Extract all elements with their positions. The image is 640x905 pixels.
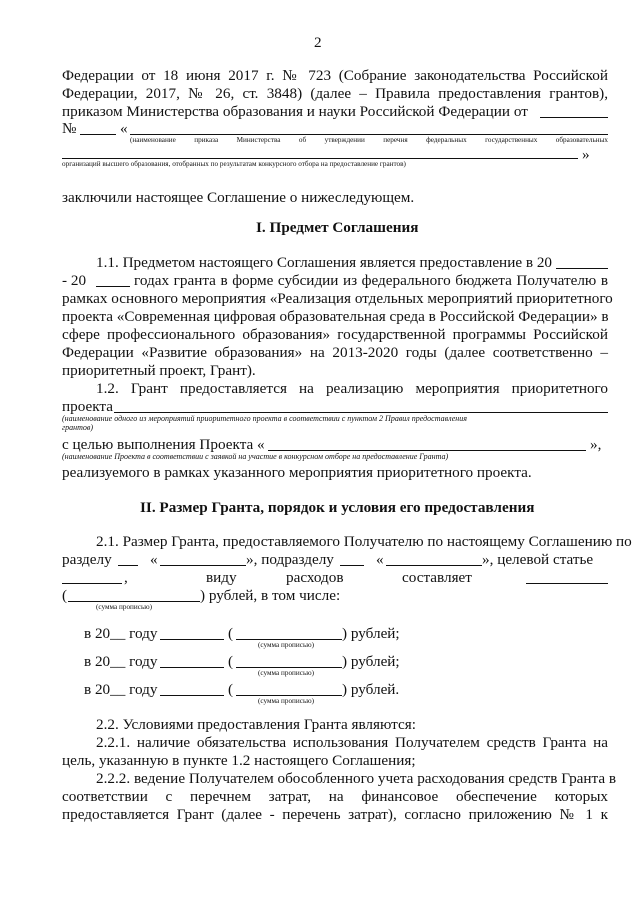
razdel-name-blank (160, 565, 246, 566)
total-amount-blank (526, 583, 608, 584)
total-open-paren: ( (62, 587, 68, 604)
order-name-blank (130, 134, 608, 135)
project-name-blank (268, 450, 586, 451)
p22-line: 2.2. Условиями предоставления Гранта являются: (96, 716, 416, 733)
year-sum-note: (сумма прописью) (258, 641, 314, 649)
p11-year-end-blank (96, 286, 130, 287)
stat-comma: , (124, 569, 128, 586)
year-open-paren: ( (228, 681, 234, 698)
p222-line-1: 2.2.2. ведение Получателем обособленного учета расходования средств Гранта в (96, 770, 617, 787)
p11-line-4: проекта «Современная цифровая образовательная среда в Российской Федерации» в (62, 308, 609, 325)
p21-rubl: ) рублей, в том числе: (200, 587, 341, 604)
p12-line-3b: », (590, 436, 602, 453)
p11-year-start-blank (556, 268, 608, 269)
org-name-blank (62, 158, 578, 159)
podrazdel-open-quote: « (376, 551, 384, 568)
year-sum-note: (сумма прописью) (258, 697, 314, 705)
p11-line-2b: годах гранта в форме субсидии из федерального бюджета Получателю в (134, 272, 608, 289)
p12-line-4: реализуемого в рамках указанного мероприятия приоритетного проекта. (62, 464, 532, 481)
p21-razdel: разделу (62, 551, 112, 568)
year-end: ) рублей; (342, 653, 400, 670)
year-words-blank (236, 667, 342, 668)
year-label: в 20__ году (84, 653, 158, 670)
razdel-code-blank (118, 565, 138, 566)
year-amount-blank (160, 667, 224, 668)
intro-line-2: Федерации, 2017, № 26, ст. 3848) (далее – Правила предоставления грантов), (62, 85, 608, 102)
p12-line-3a: с целью выполнения Проекта « (62, 436, 265, 453)
p11-line-1: 1.1. Предметом настоящего Соглашения является предоставление в 20 (96, 254, 553, 271)
stat-code-blank (62, 583, 122, 584)
year-words-blank (236, 639, 342, 640)
org-name-note: организаций высшего образования, отобранных по результатам конкурсного отбора на предоставление грантов) (62, 160, 406, 168)
year-open-paren: ( (228, 653, 234, 670)
p221-line-1: 2.2.1. наличие обязательства использования Получателем средств Гранта на (96, 734, 608, 751)
razdel-open-quote: « (150, 551, 158, 568)
p222-line-2: соответствии с перечнем затрат, на финансовое обеспечение которых (62, 788, 608, 805)
year-end: ) рублей. (342, 681, 400, 698)
year-amount-blank (160, 695, 224, 696)
year-amount-blank (160, 639, 224, 640)
close-quote: » (582, 146, 590, 163)
p11-line-3: рамках основного мероприятия «Реализация отдельных мероприятий приоритетного (62, 290, 613, 307)
podrazdel-name-blank (386, 565, 482, 566)
year-sum-note: (сумма прописью) (258, 669, 314, 677)
p12-note-3: (наименование Проекта в соответствии с заявкой на участие в конкурсном отборе на предоставление Гранта) (62, 452, 449, 461)
section-1-heading: I. Предмет Соглашения (256, 219, 419, 236)
p11-line-7: приоритетный проект, Грант). (62, 362, 256, 379)
p11-line-5: сфере профессионального образования» государственной программы Российской (62, 326, 608, 343)
podrazdel-code-blank (340, 565, 364, 566)
year-end: ) рублей; (342, 625, 400, 642)
section-2-heading: II. Размер Гранта, порядок и условия его предоставления (140, 499, 535, 516)
year-words-blank (236, 695, 342, 696)
p21-vidu: виду (206, 569, 237, 586)
p21-sostavl: составляет (402, 569, 472, 586)
intro-line-1: Федерации от 18 июня 2017 г. № 723 (Собрание законодательства Российской (62, 67, 608, 84)
open-quote: « (120, 120, 128, 137)
event-name-blank (114, 412, 608, 413)
p12-line-1: 1.2. Грант предоставляется на реализацию мероприятия приоритетного (96, 380, 608, 397)
p11-line-6: Федерации «Развитие образования» на 2013-2020 годы (далее соответственно – (62, 344, 608, 361)
p12-note-2: грантов) (62, 423, 94, 432)
p11-line-2a: - 20 (62, 272, 87, 289)
p21-podrazdel: », подразделу (246, 551, 334, 568)
year-open-paren: ( (228, 625, 234, 642)
year-label: в 20__ году (84, 681, 158, 698)
order-date-blank (540, 117, 608, 118)
year-label: в 20__ году (84, 625, 158, 642)
p21-line-1: 2.1. Размер Гранта, предоставляемого Получателю по настоящему Соглашению по (96, 533, 632, 550)
total-words-blank (68, 601, 200, 602)
order-number-blank (80, 134, 116, 135)
order-name-note: (наименование приказа Министерства об утверждении перечня федеральных государственных образовательных (130, 136, 608, 144)
intro-line-3: приказом Министерства образования и науки Российской Федерации от (62, 103, 528, 120)
total-sum-note: (сумма прописью) (96, 603, 152, 611)
no-sign: № (62, 120, 77, 137)
p221-line-2: цель, указанную в пункте 1.2 настоящего Соглашения; (62, 752, 416, 769)
p12-note: (наименование одного из мероприятий приоритетного проекта в соответствии с пунктом 2 Правил предоставления (62, 414, 467, 423)
p12-line-2: проекта (62, 398, 113, 415)
page-number: 2 (314, 34, 322, 51)
concluded-text: заключили настоящее Соглашение о нижеследующем. (62, 189, 415, 206)
p222-line-3: предоставляется Грант (далее - перечень затрат), согласно приложению № 1 к (62, 806, 608, 823)
p21-stat: », целевой статье (482, 551, 594, 568)
p21-rashodov: расходов (286, 569, 344, 586)
